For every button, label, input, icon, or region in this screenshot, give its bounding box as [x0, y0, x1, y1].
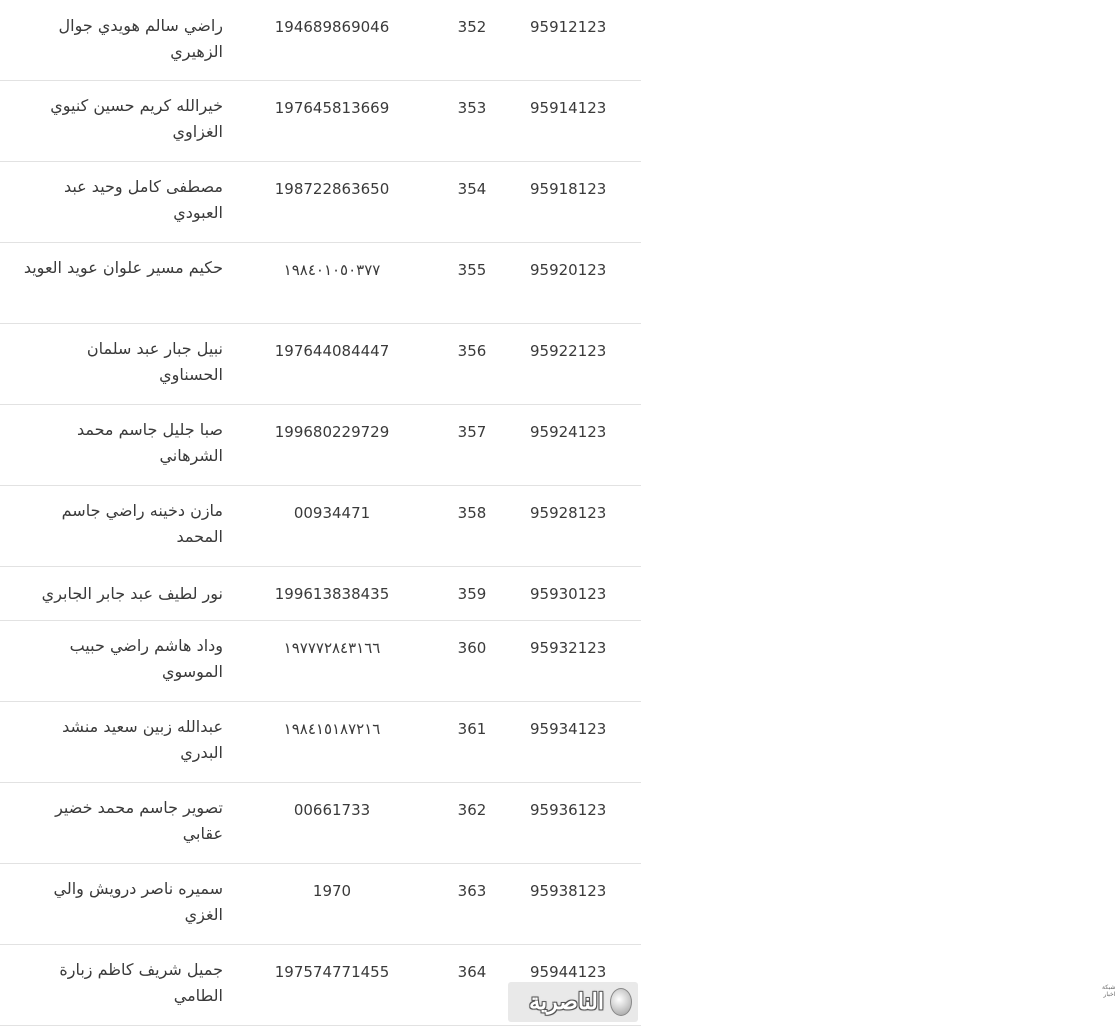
row-sequence-number: 358 [457, 504, 487, 522]
logo-emblem-icon [610, 988, 632, 1016]
row-id-number: 197644084447 [274, 342, 390, 360]
row-id-number: 199613838435 [274, 585, 390, 603]
row-name: نبيل جبار عبد سلمان الحسناوي [86, 339, 223, 384]
row-name: تصوير جاسم محمد خضير عقابي [55, 798, 223, 843]
row-code: 95932123 [530, 639, 607, 657]
row-code: 95928123 [530, 504, 607, 522]
row-name: حكيم مسير علوان عويد العويد [23, 258, 223, 277]
row-id-number: ١٩٨٤٠١٠٥٠٣٧٧ [283, 261, 381, 279]
table-row [0, 162, 641, 243]
row-code: 95920123 [530, 261, 607, 279]
row-sequence-number: 352 [457, 18, 487, 36]
row-name: وداد هاشم راضي حبيب الموسوي [69, 636, 223, 681]
row-name: صبا جليل جاسم محمد الشرهاني [76, 420, 223, 465]
row-name: راضي سالم هويدي جوال الزهيري [58, 16, 223, 61]
row-code: 95930123 [530, 585, 607, 603]
table-row [0, 702, 641, 783]
row-id-number: ١٩٧٧٧٢٨٤٣١٦٦ [283, 639, 381, 657]
table-row [0, 405, 641, 486]
row-sequence-number: 362 [457, 801, 487, 819]
row-code: 95914123 [530, 99, 607, 117]
row-name: مصطفى كامل وحيد عبد العبودي [63, 177, 223, 222]
row-name: خيرالله كريم حسين كنيوي الغزاوي [50, 96, 223, 141]
site-logo [508, 982, 1115, 1022]
row-code: 95922123 [530, 342, 607, 360]
row-sequence-number: 364 [457, 963, 487, 981]
row-sequence-number: 354 [457, 180, 487, 198]
row-id-number: 1970 [312, 882, 352, 900]
row-name: سميره ناصر درويش والي الغزي [53, 879, 223, 924]
row-sequence-number: 356 [457, 342, 487, 360]
row-id-number: 00661733 [293, 801, 371, 819]
row-id-number: ١٩٨٤١٥١٨٧٢١٦ [283, 720, 381, 738]
row-sequence-number: 353 [457, 99, 487, 117]
table-row [0, 486, 641, 567]
row-code: 95938123 [530, 882, 607, 900]
row-id-number: 197645813669 [274, 99, 390, 117]
row-code: 95912123 [530, 18, 607, 36]
row-code: 95934123 [530, 720, 607, 738]
table-row [0, 0, 641, 81]
row-id-number: 197574771455 [274, 963, 390, 981]
row-code: 95924123 [530, 423, 607, 441]
table-row [0, 81, 641, 162]
row-id-number: 194689869046 [274, 18, 390, 36]
table-row [0, 864, 641, 945]
logo-text: الناصرية [529, 989, 604, 1015]
row-sequence-number: 360 [457, 639, 487, 657]
row-name: عبدالله زبين سعيد منشد البدري [62, 717, 223, 762]
table-row [0, 567, 641, 621]
logo-caption: شبكة اخبار [1101, 984, 1115, 998]
row-id-number: 199680229729 [274, 423, 390, 441]
row-name: جميل شريف كاظم زبارة الطامي [59, 960, 223, 1005]
row-sequence-number: 361 [457, 720, 487, 738]
row-id-number: 00934471 [293, 504, 371, 522]
table-row [0, 783, 641, 864]
row-name: نور لطيف عبد جابر الجابري [41, 584, 223, 603]
row-name: مازن دخينه راضي جاسم المحمد [61, 501, 223, 546]
row-sequence-number: 359 [457, 585, 487, 603]
row-sequence-number: 355 [457, 261, 487, 279]
table-row [0, 324, 641, 405]
row-code: 95944123 [530, 963, 607, 981]
row-sequence-number: 363 [457, 882, 487, 900]
table-row [0, 621, 641, 702]
row-code: 95918123 [530, 180, 607, 198]
row-code: 95936123 [530, 801, 607, 819]
row-id-number: 198722863650 [274, 180, 390, 198]
row-sequence-number: 357 [457, 423, 487, 441]
table-row [0, 243, 641, 324]
